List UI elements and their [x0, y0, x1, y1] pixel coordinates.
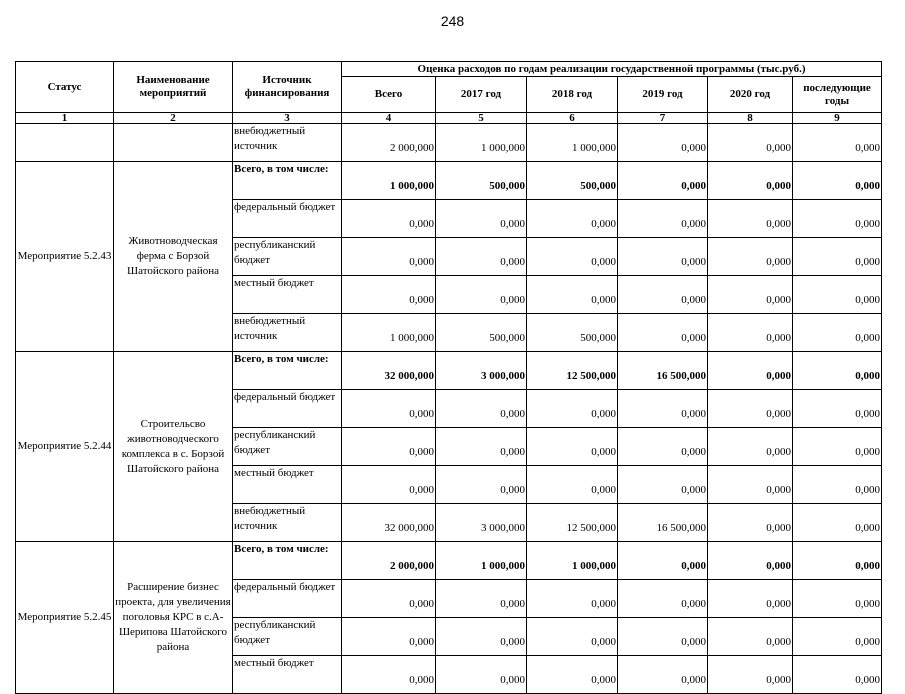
value-cell: 1 000,000	[342, 314, 436, 352]
value-cell: 0,000	[708, 200, 793, 238]
column-number: 9	[793, 113, 882, 124]
value-cell: 0,000	[527, 656, 618, 694]
status-cell	[16, 124, 114, 162]
value-cell: 1 000,000	[527, 124, 618, 162]
value-cell: 0,000	[708, 238, 793, 276]
source-cell: федеральный бюджет	[233, 200, 342, 238]
value-cell: 0,000	[793, 466, 882, 504]
value-cell: 0,000	[793, 542, 882, 580]
name-cell	[114, 124, 233, 162]
value-cell: 0,000	[793, 276, 882, 314]
value-cell: 0,000	[436, 656, 527, 694]
value-cell: 0,000	[708, 276, 793, 314]
value-cell: 0,000	[708, 314, 793, 352]
header-year: Всего	[342, 77, 436, 113]
value-cell: 0,000	[793, 580, 882, 618]
measure-status: Мероприятие 5.2.43	[16, 162, 114, 352]
value-cell: 0,000	[436, 580, 527, 618]
header-year: 2019 год	[618, 77, 708, 113]
column-number: 3	[233, 113, 342, 124]
measure-status: Мероприятие 5.2.45	[16, 542, 114, 694]
source-cell: Всего, в том числе:	[233, 162, 342, 200]
value-cell: 0,000	[793, 390, 882, 428]
source-cell: республиканский бюджет	[233, 428, 342, 466]
value-cell: 0,000	[793, 352, 882, 390]
value-cell: 12 500,000	[527, 504, 618, 542]
measure-name: Расширение бизнес проекта, для увеличения поголовья КРС в с.А-Шерипова Шатойского района	[114, 542, 233, 694]
value-cell: 0,000	[618, 390, 708, 428]
value-cell: 16 500,000	[618, 352, 708, 390]
column-number: 2	[114, 113, 233, 124]
value-cell: 0,000	[618, 466, 708, 504]
page-number: 248	[440, 13, 465, 29]
value-cell: 0,000	[708, 390, 793, 428]
value-cell: 0,000	[708, 352, 793, 390]
value-cell: 0,000	[527, 428, 618, 466]
value-cell: 0,000	[436, 200, 527, 238]
value-cell: 0,000	[793, 238, 882, 276]
value-cell: 0,000	[708, 618, 793, 656]
column-number: 5	[436, 113, 527, 124]
value-cell: 0,000	[436, 428, 527, 466]
value-cell: 0,000	[618, 276, 708, 314]
source-cell: республиканский бюджет	[233, 618, 342, 656]
budget-table	[15, 61, 882, 694]
value-cell: 0,000	[793, 124, 882, 162]
value-cell: 0,000	[618, 162, 708, 200]
value-cell: 0,000	[436, 390, 527, 428]
value-cell: 0,000	[793, 162, 882, 200]
value-cell: 0,000	[708, 504, 793, 542]
value-cell: 3 000,000	[436, 504, 527, 542]
value-cell: 2 000,000	[342, 124, 436, 162]
source-cell: местный бюджет	[233, 276, 342, 314]
source-cell: местный бюджет	[233, 656, 342, 694]
source-cell: федеральный бюджет	[233, 580, 342, 618]
header-estimate: Оценка расходов по годам реализации государственной программы (тыс.руб.)	[342, 62, 882, 77]
value-cell: 0,000	[342, 656, 436, 694]
table-row-total	[16, 542, 882, 580]
column-number: 8	[708, 113, 793, 124]
value-cell: 0,000	[793, 428, 882, 466]
column-number: 1	[16, 113, 114, 124]
source-cell: Всего, в том числе:	[233, 352, 342, 390]
value-cell: 0,000	[342, 238, 436, 276]
header-year: 2018 год	[527, 77, 618, 113]
value-cell: 1 000,000	[342, 162, 436, 200]
value-cell: 0,000	[342, 200, 436, 238]
value-cell: 3 000,000	[436, 352, 527, 390]
value-cell: 0,000	[527, 466, 618, 504]
value-cell: 0,000	[618, 314, 708, 352]
source-cell: федеральный бюджет	[233, 390, 342, 428]
value-cell: 0,000	[527, 200, 618, 238]
header-source: Источник финансирования	[233, 62, 342, 113]
value-cell: 0,000	[342, 390, 436, 428]
value-cell: 2 000,000	[342, 542, 436, 580]
value-cell: 0,000	[793, 618, 882, 656]
source-cell: республиканский бюджет	[233, 238, 342, 276]
column-number: 7	[618, 113, 708, 124]
value-cell: 0,000	[708, 466, 793, 504]
value-cell: 0,000	[436, 276, 527, 314]
value-cell: 0,000	[436, 618, 527, 656]
value-cell: 0,000	[708, 580, 793, 618]
header-year: 2020 год	[708, 77, 793, 113]
measure-name: Строительсво животноводческого комплекса в с. Борзой Шатойского района	[114, 352, 233, 542]
source-cell: Всего, в том числе:	[233, 542, 342, 580]
table-row-total	[16, 352, 882, 390]
value-cell: 0,000	[527, 390, 618, 428]
header-year: 2017 год	[436, 77, 527, 113]
value-cell: 0,000	[793, 656, 882, 694]
column-number: 4	[342, 113, 436, 124]
value-cell: 0,000	[527, 238, 618, 276]
value-cell: 16 500,000	[618, 504, 708, 542]
value-cell: 12 500,000	[527, 352, 618, 390]
value-cell: 32 000,000	[342, 352, 436, 390]
source-cell: внебюджетный источник	[233, 504, 342, 542]
column-number: 6	[527, 113, 618, 124]
value-cell: 0,000	[708, 542, 793, 580]
value-cell: 0,000	[618, 238, 708, 276]
value-cell: 0,000	[618, 618, 708, 656]
value-cell: 0,000	[342, 618, 436, 656]
value-cell: 0,000	[793, 504, 882, 542]
measure-name: Животноводческая ферма с Борзой Шатойского района	[114, 162, 233, 352]
value-cell: 0,000	[342, 428, 436, 466]
value-cell: 1 000,000	[436, 124, 527, 162]
table-body	[16, 124, 882, 694]
source-cell: внебюджетный источник	[233, 124, 342, 162]
measure-status: Мероприятие 5.2.44	[16, 352, 114, 542]
header-status: Статус	[16, 62, 114, 113]
value-cell: 1 000,000	[527, 542, 618, 580]
value-cell: 0,000	[618, 124, 708, 162]
value-cell: 0,000	[527, 276, 618, 314]
value-cell: 0,000	[708, 428, 793, 466]
value-cell: 0,000	[618, 200, 708, 238]
value-cell: 0,000	[527, 618, 618, 656]
table-row	[16, 124, 882, 162]
value-cell: 0,000	[708, 162, 793, 200]
value-cell: 0,000	[618, 580, 708, 618]
value-cell: 0,000	[618, 656, 708, 694]
value-cell: 0,000	[793, 314, 882, 352]
header-year: последующие годы	[793, 77, 882, 113]
value-cell: 0,000	[793, 200, 882, 238]
value-cell: 0,000	[708, 656, 793, 694]
value-cell: 0,000	[342, 466, 436, 504]
value-cell: 0,000	[618, 428, 708, 466]
value-cell: 500,000	[436, 162, 527, 200]
value-cell: 0,000	[618, 542, 708, 580]
value-cell: 500,000	[527, 162, 618, 200]
source-cell: местный бюджет	[233, 466, 342, 504]
value-cell: 0,000	[708, 124, 793, 162]
header-name: Наименование мероприятий	[114, 62, 233, 113]
value-cell: 1 000,000	[436, 542, 527, 580]
value-cell: 0,000	[342, 580, 436, 618]
value-cell: 500,000	[527, 314, 618, 352]
value-cell: 0,000	[527, 580, 618, 618]
table-row-total	[16, 162, 882, 200]
value-cell: 0,000	[436, 238, 527, 276]
value-cell: 0,000	[342, 276, 436, 314]
value-cell: 500,000	[436, 314, 527, 352]
value-cell: 32 000,000	[342, 504, 436, 542]
value-cell: 0,000	[436, 466, 527, 504]
source-cell: внебюджетный источник	[233, 314, 342, 352]
